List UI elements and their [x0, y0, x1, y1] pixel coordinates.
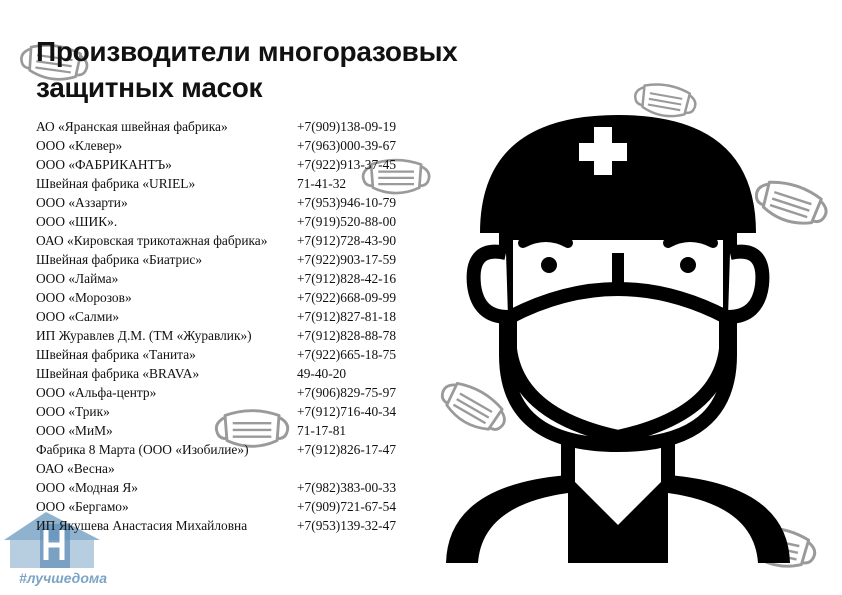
manufacturer-name: ООО «Бергамо»	[36, 499, 129, 514]
manufacturer-name: ООО «Альфа-центр»	[36, 385, 157, 400]
manufacturer-phone: +7(922)668-09-99	[297, 290, 397, 305]
manufacturer-name: Швейная фабрика «Биатрис»	[36, 252, 203, 267]
manufacturer-phone: +7(922)903-17-59	[297, 252, 397, 267]
manufacturer-phone: +7(953)946-10-79	[297, 195, 397, 210]
manufacturer-name: Швейная фабрика «Танита»	[36, 347, 196, 362]
list-item	[36, 440, 416, 459]
manufacturer-phone: +7(912)728-43-90	[297, 233, 397, 248]
list-item	[36, 269, 416, 288]
manufacturer-name: ООО «Модная Я»	[36, 480, 138, 495]
list-item	[36, 364, 416, 383]
list-item	[36, 345, 416, 364]
manufacturer-name: АО «Яранская швейная фабрика»	[36, 119, 228, 134]
list-item	[36, 212, 416, 231]
list-item	[36, 193, 416, 212]
page-title: Производители многоразовых защитных масок	[36, 36, 458, 103]
manufacturer-name: ООО «Салми»	[36, 309, 120, 324]
list-item	[36, 497, 416, 516]
manufacturer-name: ИП Якушева Анастасия Михайловна	[36, 518, 248, 533]
list-item	[36, 174, 416, 193]
list-item	[36, 155, 416, 174]
manufacturer-name: ООО «ШИК».	[36, 214, 118, 229]
manufacturer-phone: +7(912)827-81-18	[297, 309, 397, 324]
list-item	[36, 459, 416, 478]
manufacturer-name: Швейная фабрика «BRAVA»	[36, 366, 200, 381]
list-item	[36, 478, 416, 497]
manufacturer-phone: +7(922)913-37-45	[297, 157, 397, 172]
list-item	[36, 402, 416, 421]
manufacturer-phone: +7(919)520-88-00	[297, 214, 397, 229]
manufacturer-name: ООО «МиМ»	[36, 423, 113, 438]
manufacturer-name: ООО «Клевер»	[36, 138, 123, 153]
manufacturer-phone: 71-17-81	[297, 423, 347, 438]
list-item	[36, 421, 416, 440]
manufacturer-name: ООО «Лайма»	[36, 271, 119, 286]
manufacturer-name: ООО «Морозов»	[36, 290, 132, 305]
manufacturer-phone: +7(912)826-17-47	[297, 442, 397, 457]
manufacturer-phone: +7(906)829-75-97	[297, 385, 397, 400]
manufacturer-name: ОАО «Кировская трикотажная фабрика»	[36, 233, 268, 248]
list-item	[36, 117, 416, 136]
hashtag-text: #лучшедома	[19, 570, 108, 586]
manufacturer-phone: +7(922)665-18-75	[297, 347, 397, 362]
list-item	[36, 231, 416, 250]
doctor-mask-icon	[418, 85, 813, 565]
list-item	[36, 250, 416, 269]
manufacturer-name: Швейная фабрика «URIEL»	[36, 176, 196, 191]
list-item	[36, 383, 416, 402]
list-item	[36, 288, 416, 307]
manufacturer-name: Фабрика 8 Марта (ООО «Изобилие»)	[36, 442, 249, 457]
manufacturer-name: ООО «ФАБРИКАНТЪ»	[36, 157, 172, 172]
list-item	[36, 136, 416, 155]
list-item	[36, 307, 416, 326]
manufacturer-phone: 71-41-32	[297, 176, 347, 191]
list-item	[36, 516, 416, 535]
manufacturer-name: ООО «Трик»	[36, 404, 110, 419]
manufacturer-list	[36, 117, 416, 535]
manufacturer-phone: +7(909)721-67-54	[297, 499, 397, 514]
manufacturer-phone: 49-40-20	[297, 366, 347, 381]
manufacturer-name: ОАО «Весна»	[36, 461, 115, 476]
manufacturer-phone: +7(912)828-88-78	[297, 328, 397, 343]
manufacturer-phone: +7(982)383-00-33	[297, 480, 397, 495]
manufacturer-phone: +7(909)138-09-19	[297, 119, 397, 134]
manufacturer-name: ООО «Аззарти»	[36, 195, 128, 210]
list-item	[36, 326, 416, 345]
manufacturer-phone: +7(912)716-40-34	[297, 404, 397, 419]
manufacturer-name: ИП Журавлев Д.М. (ТМ «Журавлик»)	[36, 328, 252, 343]
manufacturer-phone: +7(963)000-39-67	[297, 138, 397, 153]
manufacturer-phone: +7(912)828-42-16	[297, 271, 397, 286]
manufacturer-phone: +7(953)139-32-47	[297, 518, 397, 533]
